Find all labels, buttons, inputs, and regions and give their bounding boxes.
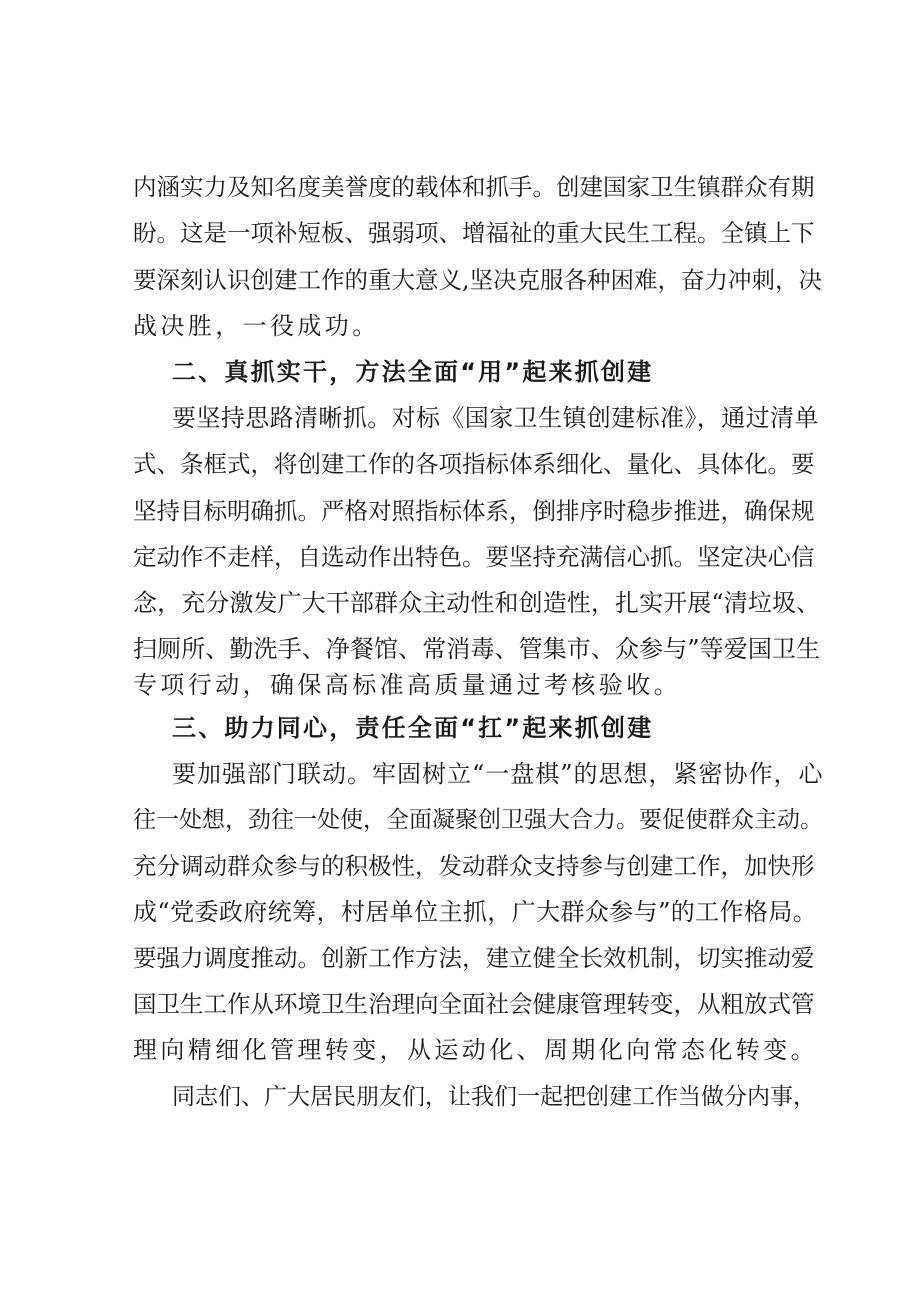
text-line: 成“党委政府统筹，村居单位主抓，广大群众参与”的工作格局。 <box>133 898 818 926</box>
text-line: 同志们、广大居民朋友们，让我们一起把创建工作当做分内事， <box>172 1084 816 1110</box>
text-line: 要深刻认识创建工作的重大意义,坚决克服各种困难，奋力冲刺，决 <box>133 266 822 294</box>
section-heading: 三、助力同心，责任全面“扛”起来抓创建 <box>172 714 654 742</box>
text-line: 定动作不走样，自选动作出特色。要坚持充满信心抓。坚定决心信 <box>133 543 815 571</box>
text-line: 国卫生工作从环境卫生治理向全面社会健康管理转变，从粗放式管 <box>133 990 815 1018</box>
section-heading: 二、真抓实干，方法全面“用”起来抓创建 <box>172 358 654 386</box>
text-line: 充分调动群众参与的积极性，发动群众支持参与创建工作，加快形 <box>133 852 815 880</box>
text-line: 往一处想，劲往一处使，全面凝聚创卫强大合力。要促使群众主动。 <box>133 807 823 833</box>
text-line: 内涵实力及知名度美誉度的载体和抓手。创建国家卫生镇群众有期 <box>133 173 815 201</box>
text-line: 念，充分激发广大干部群众主动性和创造性，扎实开展“清垃圾、 <box>133 589 821 617</box>
text-line: 理向精细化管理转变，从运动化、周期化向常态化转变。 <box>133 1036 818 1064</box>
text-line: 盼。这是一项补短板、强弱项、增福祉的重大民生工程。全镇上下 <box>133 219 815 247</box>
text-line: 坚持目标明确抓。严格对照指标体系，倒排序时稳步推进，确保规 <box>133 497 815 525</box>
text-line: 战决胜，一役成功。 <box>133 312 380 340</box>
text-line: 要加强部门联动。牢固树立“一盘棋”的思想，紧密协作，心 <box>172 760 824 788</box>
text-line: 要坚持思路清晰抓。对标《国家卫生镇创建标准》，通过清单 <box>172 404 819 432</box>
text-line: 要强力调度推动。创新工作方法，建立健全长效机制，切实推动爱 <box>133 944 815 972</box>
text-line: 专项行动，确保高标准高质量通过考核验收。 <box>133 671 681 699</box>
text-line: 扫厕所、勤洗手、净餐馆、常消毒、管集市、众参与”等爱国卫生 <box>133 635 821 663</box>
text-line: 式、条框式，将创建工作的各项指标体系细化、量化、具体化。要 <box>133 450 815 478</box>
